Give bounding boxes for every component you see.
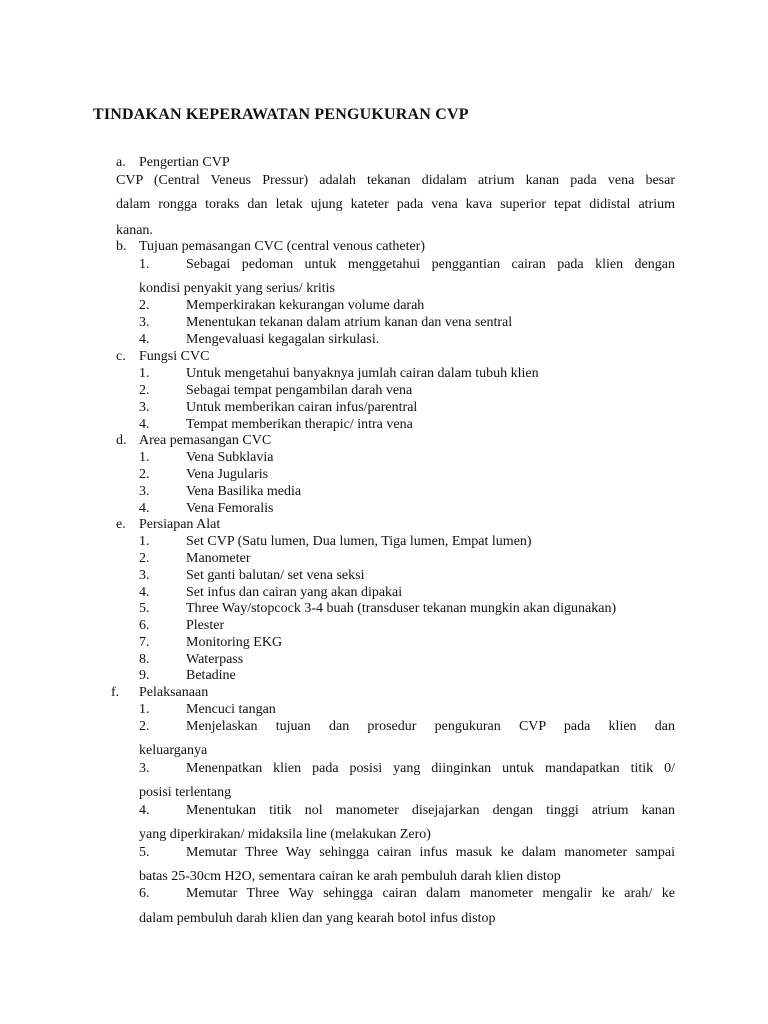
list-item-number: 3. xyxy=(139,484,150,499)
list-item-text: Menentukan titik nol manometer disejajarkan dengan tinggi atrium kanan xyxy=(186,803,675,818)
list-item-text: Monitoring EKG xyxy=(186,635,283,650)
list-item-number: 6. xyxy=(139,618,150,633)
list-item-number: 2. xyxy=(139,467,150,482)
list-item-number: 5. xyxy=(139,845,150,860)
section-a-paragraph-line: CVP (Central Veneus Pressur) adalah tekanan didalam atrium kanan pada vena besar xyxy=(116,173,675,188)
list-item-number: 3. xyxy=(139,400,150,415)
list-item-text: Mengevaluasi kegagalan sirkulasi. xyxy=(186,332,380,347)
list-item-text: Menentukan tekanan dalam atrium kanan dan vena sentral xyxy=(186,315,513,330)
list-item-text: Vena Jugularis xyxy=(186,467,269,482)
list-item-text: Mencuci tangan xyxy=(186,702,276,717)
section-c-heading: Fungsi CVC xyxy=(139,349,210,364)
list-item-text: Set infus dan cairan yang akan dipakai xyxy=(186,585,403,600)
list-item-text: Set ganti balutan/ set vena seksi xyxy=(186,568,365,583)
list-item-number: 6. xyxy=(139,886,150,901)
list-item-text: Betadine xyxy=(186,668,236,683)
list-item-number: 3. xyxy=(139,761,150,776)
section-f-heading: Pelaksanaan xyxy=(139,685,209,700)
list-item-text: Vena Basilika media xyxy=(186,484,302,499)
list-item-text: Memutar Three Way sehingga cairan dalam manometer mengalir ke arah/ ke xyxy=(186,886,675,901)
list-item-text: Sebagai pedoman untuk menggetahui penggantian cairan pada klien dengan xyxy=(186,257,675,272)
list-item-number: 4. xyxy=(139,417,150,432)
list-item-number: 2. xyxy=(139,298,150,313)
list-item-continuation: posisi terlentang xyxy=(139,785,232,800)
section-b-letter: b. xyxy=(116,239,127,254)
list-item-text: Vena Femoralis xyxy=(186,501,274,516)
section-a-paragraph-line: kanan. xyxy=(116,223,153,238)
list-item-number: 1. xyxy=(139,450,150,465)
list-item-number: 9. xyxy=(139,668,150,683)
list-item-continuation: dalam pembuluh darah klien dan yang kearah botol infus distop xyxy=(139,911,496,926)
list-item-text: Memperkirakan kekurangan volume darah xyxy=(186,298,425,313)
list-item-number: 4. xyxy=(139,332,150,347)
list-item-number: 7. xyxy=(139,635,150,650)
list-item-text: Tempat memberikan therapic/ intra vena xyxy=(186,417,413,432)
section-f-letter: f. xyxy=(111,685,120,700)
list-item-continuation: yang diperkirakan/ midaksila line (melakukan Zero) xyxy=(139,827,431,842)
document-title: TINDAKAN KEPERAWATAN PENGUKURAN CVP xyxy=(93,106,469,123)
section-e-heading: Persiapan Alat xyxy=(139,517,221,532)
list-item-number: 5. xyxy=(139,601,150,616)
section-a-letter: a. xyxy=(116,155,126,170)
list-item-text: Manometer xyxy=(186,551,251,566)
section-c-letter: c. xyxy=(116,349,126,364)
list-item-text: Untuk memberikan cairan infus/parentral xyxy=(186,400,418,415)
list-item-text: Memutar Three Way sehingga cairan infus masuk ke dalam manometer sampai xyxy=(186,845,675,860)
list-item-number: 2. xyxy=(139,551,150,566)
section-a-heading: Pengertian CVP xyxy=(139,155,230,170)
section-d-letter: d. xyxy=(116,433,127,448)
list-item-number: 8. xyxy=(139,652,150,667)
section-e-letter: e. xyxy=(116,517,126,532)
list-item-number: 4. xyxy=(139,585,150,600)
list-item-continuation: batas 25-30cm H2O, sementara cairan ke arah pembuluh darah klien distop xyxy=(139,869,561,884)
section-a-paragraph-line: dalam rongga toraks dan letak ujung kateter pada vena kava superior tepat didistal atrium xyxy=(116,197,675,212)
list-item-number: 4. xyxy=(139,501,150,516)
list-item-text: Set CVP (Satu lumen, Dua lumen, Tiga lumen, Empat lumen) xyxy=(186,534,532,549)
list-item-text: Plester xyxy=(186,618,225,633)
list-item-number: 4. xyxy=(139,803,150,818)
list-item-number: 3. xyxy=(139,315,150,330)
list-item-continuation: keluarganya xyxy=(139,743,208,758)
list-item-number: 2. xyxy=(139,383,150,398)
list-item-text: Untuk mengetahui banyaknya jumlah cairan dalam tubuh klien xyxy=(186,366,539,381)
list-item-continuation: kondisi penyakit yang serius/ kritis xyxy=(139,281,335,296)
list-item-number: 1. xyxy=(139,257,150,272)
list-item-text: Three Way/stopcock 3-4 buah (transduser tekanan mungkin akan digunakan) xyxy=(186,601,617,616)
list-item-number: 1. xyxy=(139,702,150,717)
list-item-number: 1. xyxy=(139,534,150,549)
list-item-text: Sebagai tempat pengambilan darah vena xyxy=(186,383,413,398)
list-item-text: Menenpatkan klien pada posisi yang diinginkan untuk mandapatkan titik 0/ xyxy=(186,761,675,776)
list-item-number: 2. xyxy=(139,719,150,734)
section-b-heading: Tujuan pemasangan CVC (central venous catheter) xyxy=(139,239,426,254)
list-item-text: Vena Subklavia xyxy=(186,450,274,465)
list-item-number: 3. xyxy=(139,568,150,583)
section-d-heading: Area pemasangan CVC xyxy=(139,433,272,448)
list-item-number: 1. xyxy=(139,366,150,381)
list-item-text: Waterpass xyxy=(186,652,244,667)
list-item-text: Menjelaskan tujuan dan prosedur pengukuran CVP pada klien dan xyxy=(186,719,675,734)
